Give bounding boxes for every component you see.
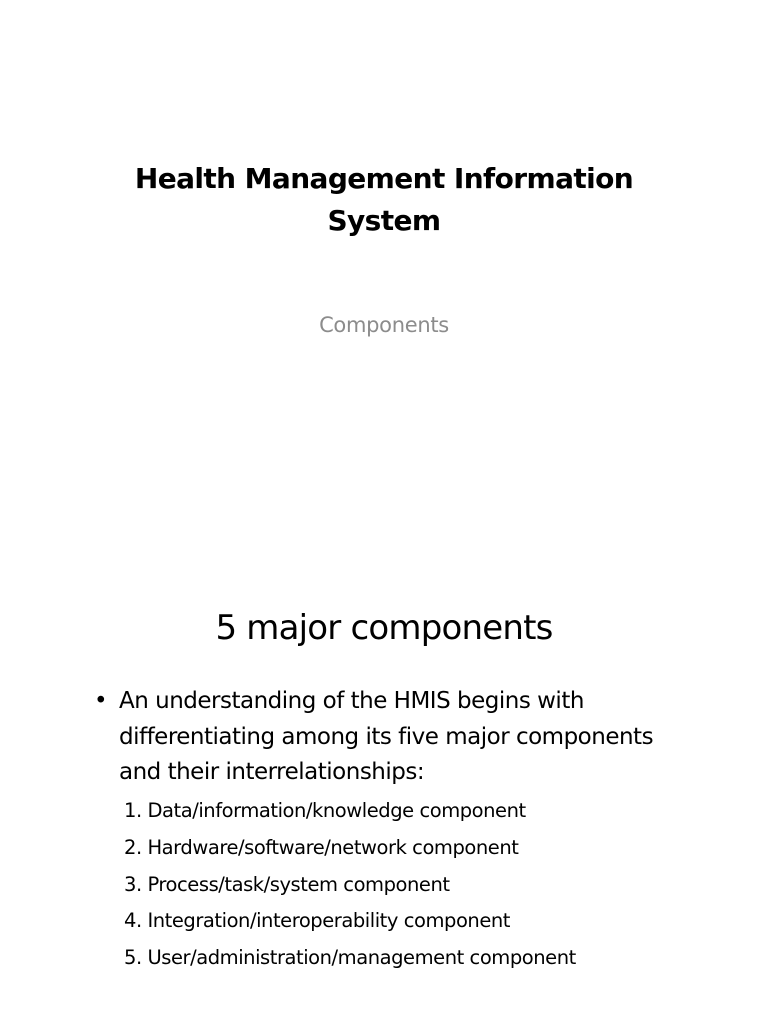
component-list <box>124 796 724 980</box>
slide-title: 5 major components <box>215 608 553 648</box>
list-item: 5. User/administration/management component <box>124 946 576 970</box>
list-item: 1. Data/information/knowledge component <box>124 799 526 822</box>
bullet-text: An understanding of the HMIS begins with differentiating among its five major components and their interrelationships: <box>119 688 654 785</box>
list-item: 4. Integration/interoperability component <box>124 909 510 933</box>
list-item: 3. Process/task/system component <box>124 872 450 896</box>
slide-2 <box>0 512 768 1024</box>
bullet-point <box>94 684 654 791</box>
bullet-marker: • <box>94 688 108 714</box>
list-item: 2. Hardware/software/network component <box>124 835 519 859</box>
slide-title: Health Management Information System <box>134 162 634 237</box>
slide-subtitle: Components <box>319 313 449 337</box>
